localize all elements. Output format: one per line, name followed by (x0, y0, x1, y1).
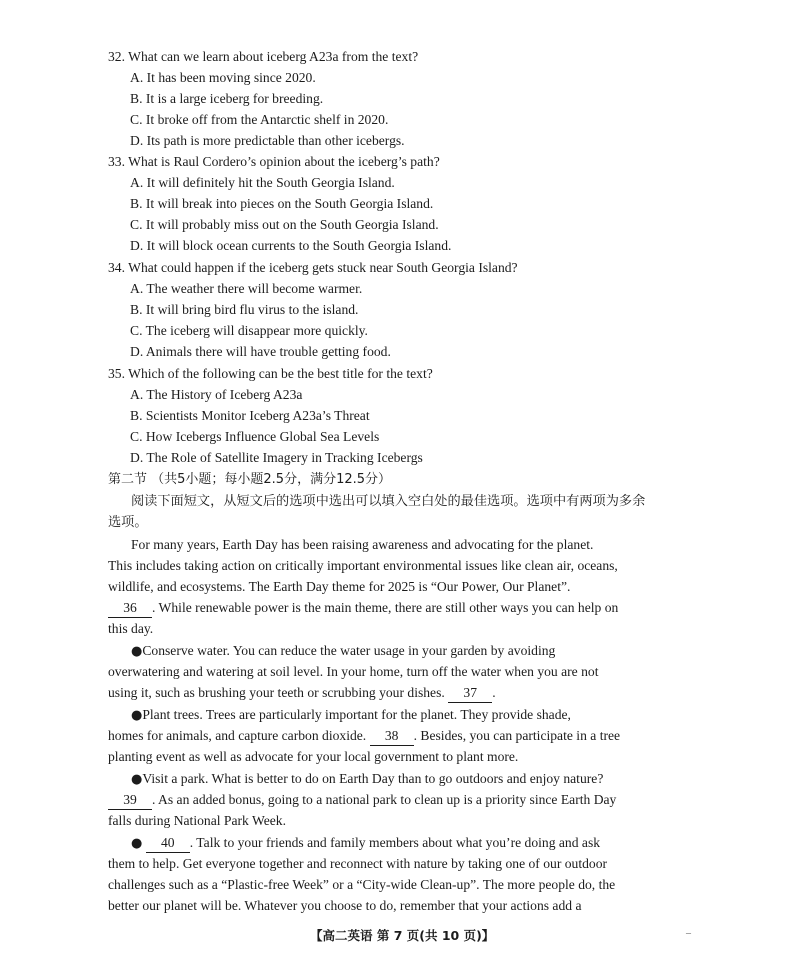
passage-p3-line2-a: homes for animals, and capture carbon dioxide. (108, 728, 367, 743)
passage-p5-line3: challenges such as a “Plastic-free Week” or a “City-wide Clean-up”. The more people do, the (108, 877, 616, 892)
blank-37[interactable]: 37 (448, 684, 492, 703)
passage-p3-line3: planting event as well as advocate for your local government to plant more. (108, 749, 519, 764)
passage-p2-line2: overwatering and watering at soil level. In your home, turn off the water when you are not (108, 664, 599, 679)
question-34-option-d: D. Animals there will have trouble getting food. (130, 344, 391, 359)
passage-p5-line1-text: . Talk to your friends and family members about what you’re doing and ask (189, 835, 601, 850)
question-35-option-a: A. The History of Iceberg A23a (130, 387, 303, 402)
footer-mark: – (686, 928, 691, 939)
question-34-option-a: A. The weather there will become warmer. (130, 281, 363, 296)
bullet-icon: ● (131, 644, 143, 659)
question-33-stem: 33. What is Raul Cordero’s opinion about the iceberg’s path? (108, 154, 440, 169)
passage-p3-line2-b: . Besides, you can participate in a tree (413, 728, 621, 743)
bullet-icon: ● (131, 836, 143, 851)
question-35-option-b: B. Scientists Monitor Iceberg A23a’s Threat (130, 408, 370, 423)
section-heading: 第二节 （共5小题；每小题2.5分，满分12.5分） (108, 472, 392, 487)
passage-p4-line1 (131, 770, 603, 789)
passage-p2-line3 (108, 684, 496, 703)
question-34-stem: 34. What could happen if the iceberg gets stuck near South Georgia Island? (108, 260, 518, 275)
passage-p4-line2 (108, 791, 616, 810)
question-33-option-c: C. It will probably miss out on the South Georgia Island. (130, 217, 439, 232)
question-33-option-b: B. It will break into pieces on the South Georgia Island. (130, 196, 434, 211)
question-35-option-c: C. How Icebergs Influence Global Sea Levels (130, 429, 380, 444)
passage-p1-line4-text: . While renewable power is the main theme, there are still other ways you can help on (152, 600, 619, 615)
question-32-option-c: C. It broke off from the Antarctic shelf in 2020. (130, 112, 389, 127)
passage-p4-line2-text: . As an added bonus, going to a national park to clean up is a priority since Earth Day (152, 792, 617, 807)
page-footer: 【高二英语 第 7 页(共 10 页)】 (310, 928, 495, 943)
passage-p5-line2: them to help. Get everyone together and reconnect with nature by taking one of our outdoor (108, 856, 608, 871)
question-32-option-b: B. It is a large iceberg for breeding. (130, 91, 324, 106)
bullet-icon: ● (131, 708, 143, 723)
passage-p2-end: . (492, 685, 496, 700)
question-32-stem: 32. What can we learn about iceberg A23a from the text? (108, 49, 419, 64)
blank-36[interactable]: 36 (108, 599, 152, 618)
passage-p2-line1-text: Conserve water. You can reduce the water usage in your garden by avoiding (142, 643, 556, 658)
passage-p1-line1: For many years, Earth Day has been raising awareness and advocating for the planet. (131, 537, 594, 552)
question-33-option-d: D. It will block ocean currents to the South Georgia Island. (130, 238, 452, 253)
section-instruction-line2: 选项。 (108, 515, 148, 530)
question-35-stem: 35. Which of the following can be the best title for the text? (108, 366, 433, 381)
passage-p1-line3: wildlife, and ecosystems. The Earth Day theme for 2025 is “Our Power, Our Planet”. (108, 579, 571, 594)
passage-p1-line4 (108, 599, 618, 618)
question-34-option-b: B. It will bring bird flu virus to the island. (130, 302, 359, 317)
question-34-option-c: C. The iceberg will disappear more quickly. (130, 323, 368, 338)
passage-p1-line2: This includes taking action on critically important environmental issues like clean air, oceans, (108, 558, 618, 573)
question-35-option-d: D. The Role of Satellite Imagery in Tracking Icebergs (130, 450, 423, 465)
question-32-option-a: A. It has been moving since 2020. (130, 70, 316, 85)
blank-38[interactable]: 38 (370, 727, 414, 746)
passage-p3-line2 (108, 727, 620, 746)
passage-p1-line5: this day. (108, 621, 154, 636)
question-32-option-d: D. Its path is more predictable than other icebergs. (130, 133, 405, 148)
passage-p4-line3: falls during National Park Week. (108, 813, 286, 828)
passage-p2-line1 (131, 642, 555, 661)
blank-39[interactable]: 39 (108, 791, 152, 810)
passage-p3-line1 (131, 706, 571, 725)
passage-p3-line1-text: Plant trees. Trees are particularly important for the planet. They provide shade, (142, 707, 571, 722)
question-33-option-a: A. It will definitely hit the South Georgia Island. (130, 175, 395, 190)
bullet-icon: ● (131, 772, 143, 787)
passage-p5-line4: better our planet will be. Whatever you choose to do, remember that your actions add a (108, 898, 582, 913)
passage-p2-line3-text: using it, such as brushing your teeth or scrubbing your dishes. (108, 685, 445, 700)
blank-40[interactable]: 40 (146, 834, 190, 853)
section-instruction-line1: 阅读下面短文，从短文后的选项中选出可以填入空白处的最佳选项。选项中有两项为多余 (131, 494, 646, 509)
passage-p4-line1-text: Visit a park. What is better to do on Earth Day than to go outdoors and enjoy nature? (142, 771, 604, 786)
passage-p5-line1 (131, 834, 600, 853)
